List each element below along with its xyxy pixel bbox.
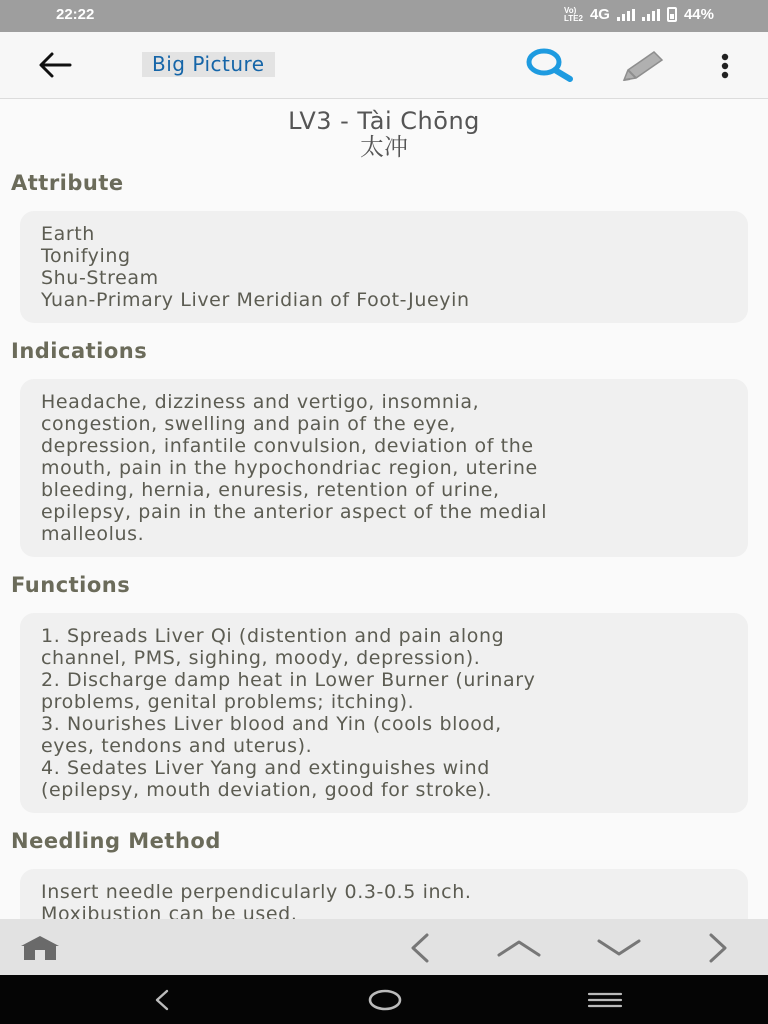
needling-line: Moxibustion can be used. xyxy=(41,903,298,919)
system-navigation-bar xyxy=(0,975,768,1024)
status-time: 22:22 xyxy=(56,6,95,23)
recents-icon xyxy=(585,988,625,1012)
chevron-down-icon xyxy=(595,936,643,960)
indications-card xyxy=(20,379,748,557)
system-recents-button[interactable] xyxy=(575,980,635,1020)
previous-button[interactable] xyxy=(390,927,450,969)
home-circle-icon xyxy=(365,986,405,1014)
functions-line: problems, genital problems; itching). xyxy=(41,691,415,713)
back-icon xyxy=(150,988,174,1012)
functions-line: 2. Discharge damp heat in Lower Burner (urinary xyxy=(41,669,536,691)
point-detail-content[interactable] xyxy=(0,99,768,919)
page-title: Big Picture xyxy=(142,52,275,77)
app-bar xyxy=(0,32,768,99)
indications-line: epilepsy, pain in the anterior aspect of the medial xyxy=(41,501,548,523)
indications-line: bleeding, hernia, enuresis, retention of urine, xyxy=(41,479,500,501)
functions-line: channel, PMS, sighing, moody, depression). xyxy=(41,647,481,669)
bottom-navigation xyxy=(0,919,768,975)
home-button[interactable] xyxy=(10,927,70,969)
point-name: LV3 - Tài Chōng xyxy=(288,107,480,135)
volte-indicator: Vo) LTE2 xyxy=(563,5,583,23)
system-back-button[interactable] xyxy=(132,980,192,1020)
chevron-left-icon xyxy=(405,931,435,965)
attribute-line: Shu-Stream xyxy=(41,267,159,289)
status-indicators xyxy=(564,6,714,23)
signal-1-icon xyxy=(617,9,635,21)
indications-line: congestion, swelling and pain of the eye, xyxy=(41,413,457,435)
chevron-right-icon xyxy=(703,931,733,965)
battery-icon xyxy=(667,7,677,22)
scroll-up-button[interactable] xyxy=(489,927,549,969)
indications-line: Headache, dizziness and vertigo, insomnia, xyxy=(41,391,480,413)
functions-line: eyes, tendons and uterus). xyxy=(41,735,313,757)
more-options-button[interactable] xyxy=(712,50,738,82)
signal-2-icon xyxy=(642,9,660,21)
network-type: 4G xyxy=(589,6,610,23)
search-button[interactable] xyxy=(522,46,576,86)
home-icon xyxy=(17,933,63,963)
needling-heading: Needling Method xyxy=(11,829,221,853)
indications-line: malleolus. xyxy=(41,523,145,545)
functions-line: 4. Sedates Liver Yang and extinguishes wind xyxy=(41,757,490,779)
attribute-heading: Attribute xyxy=(11,171,124,195)
back-arrow-icon xyxy=(36,48,74,82)
edit-button[interactable] xyxy=(616,46,670,86)
attribute-line: Yuan-Primary Liver Meridian of Foot-Jueyin xyxy=(41,289,470,311)
pencil-icon xyxy=(616,46,670,86)
battery-percent: 44% xyxy=(683,6,714,23)
chevron-up-icon xyxy=(495,936,543,960)
indications-line: mouth, pain in the hypochondriac region, uterine xyxy=(41,457,538,479)
needling-line: Insert needle perpendicularly 0.3-0.5 inch. xyxy=(41,881,472,903)
status-bar xyxy=(0,0,768,32)
system-home-button[interactable] xyxy=(355,980,415,1020)
indications-line: depression, infantile convulsion, deviation of the xyxy=(41,435,534,457)
functions-heading: Functions xyxy=(11,573,131,597)
back-button[interactable] xyxy=(36,48,74,82)
indications-heading: Indications xyxy=(11,339,148,363)
next-button[interactable] xyxy=(688,927,748,969)
point-chinese-name: 太冲 xyxy=(360,133,408,161)
functions-line: 1. Spreads Liver Qi (distention and pain along xyxy=(41,625,505,647)
functions-line: (epilepsy, mouth deviation, good for stroke). xyxy=(41,779,493,801)
more-vert-icon xyxy=(712,50,738,82)
attribute-line: Earth xyxy=(41,223,95,245)
functions-line: 3. Nourishes Liver blood and Yin (cools blood, xyxy=(41,713,502,735)
attribute-line: Tonifying xyxy=(41,245,131,267)
functions-card xyxy=(20,613,748,813)
scroll-down-button[interactable] xyxy=(589,927,649,969)
needling-card xyxy=(20,869,748,919)
attribute-card xyxy=(20,211,748,323)
search-icon xyxy=(522,46,576,86)
